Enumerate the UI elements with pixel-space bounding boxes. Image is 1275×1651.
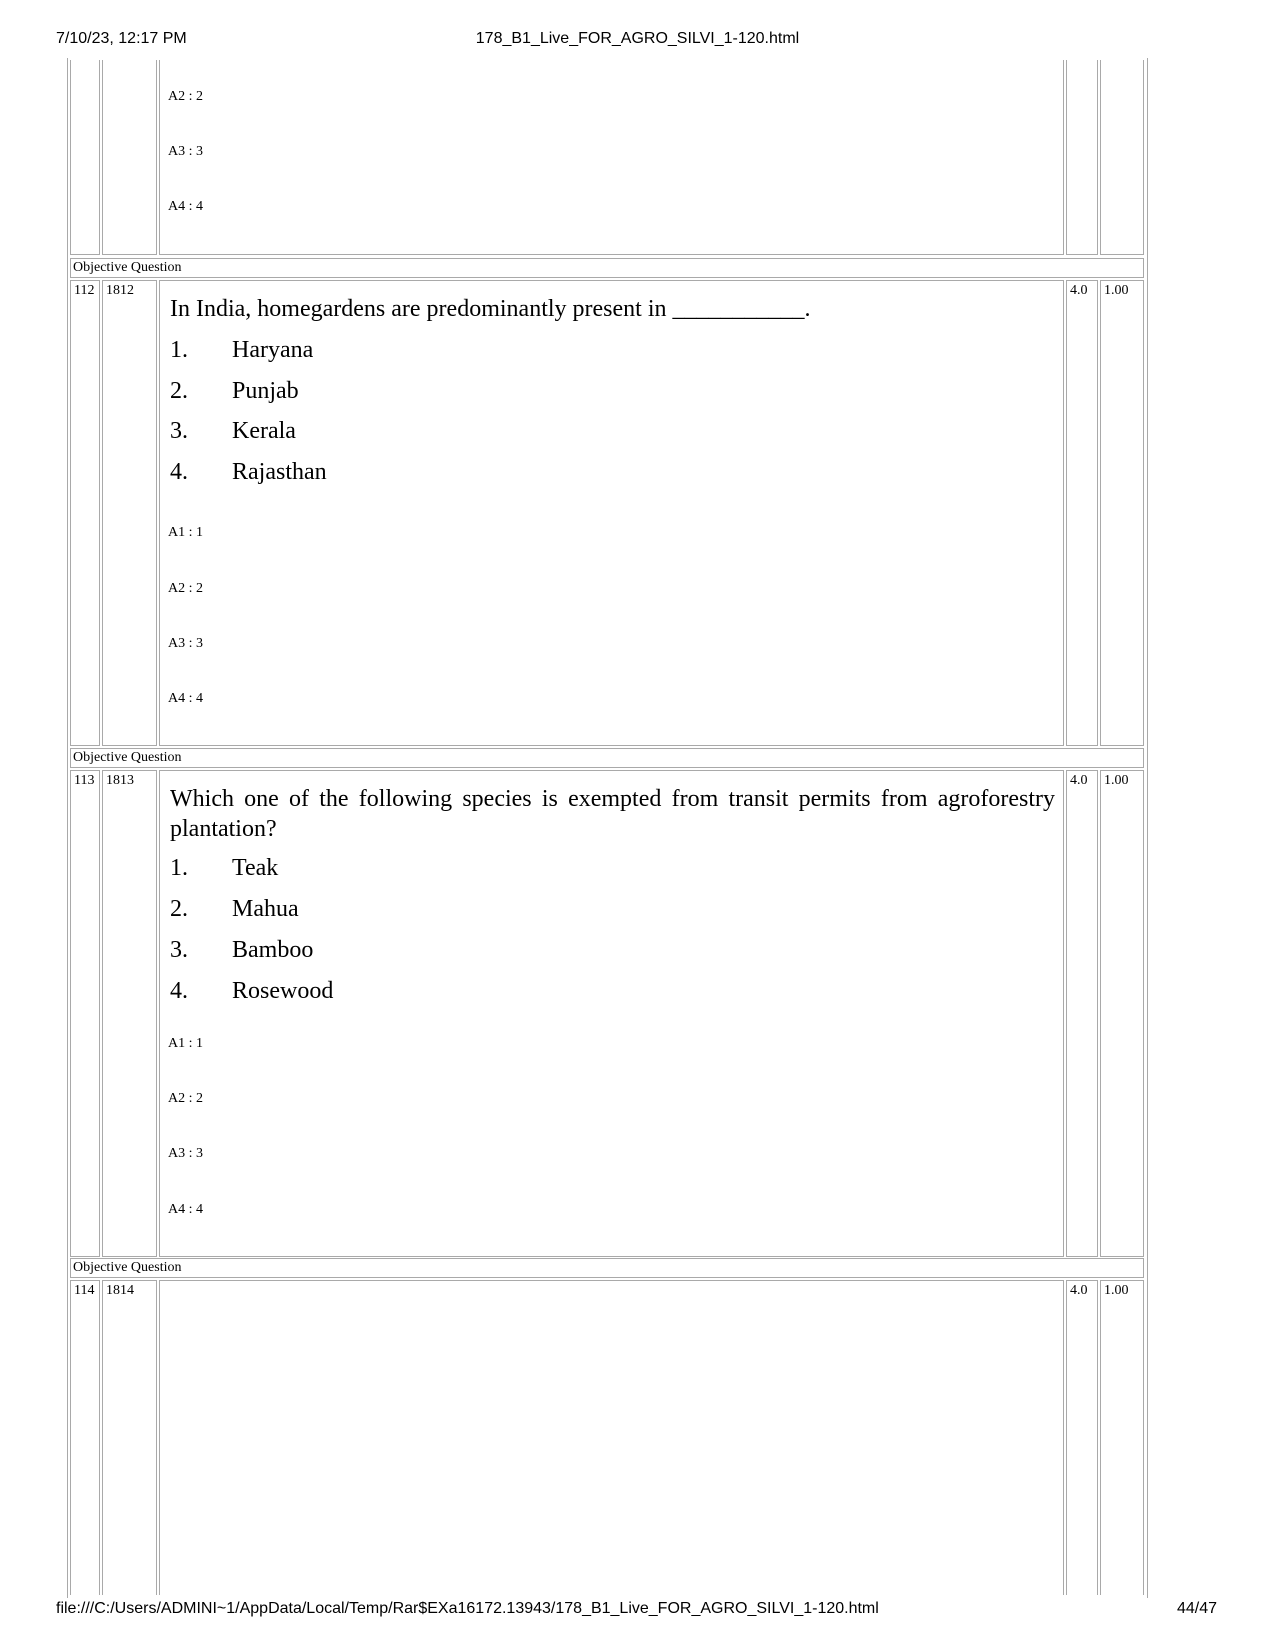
print-title: 178_B1_Live_FOR_AGRO_SILVI_1-120.html bbox=[475, 30, 800, 47]
print-file-path: file:///C:/Users/ADMINI~1/AppData/Local/Temp/Rar$EXa16172.13943/178_B1_Live_FOR_AGRO_SILVI_1-120.html bbox=[56, 1600, 879, 1617]
question-marks: 4.0 bbox=[1066, 280, 1098, 746]
option-text: Haryana bbox=[232, 337, 314, 363]
answer-option: A3 : 3 bbox=[168, 636, 203, 651]
question-body bbox=[159, 770, 1064, 1257]
prev-qid-cell bbox=[102, 60, 157, 255]
question-type-label: Objective Question bbox=[70, 748, 1144, 768]
question-option bbox=[170, 935, 313, 965]
question-marks: 4.0 bbox=[1066, 1280, 1098, 1595]
answer-option: A4 : 4 bbox=[168, 199, 203, 214]
option-text: Punjab bbox=[232, 378, 299, 404]
print-datetime: 7/10/23, 12:17 PM bbox=[56, 30, 187, 47]
option-text: Bamboo bbox=[232, 937, 314, 963]
option-text: Mahua bbox=[232, 896, 299, 922]
question-serial: 114 bbox=[70, 1280, 100, 1595]
answer-option: A1 : 1 bbox=[168, 1036, 203, 1051]
prev-neg-cell bbox=[1100, 60, 1144, 255]
option-number: 1. bbox=[170, 855, 188, 881]
answer-option: A4 : 4 bbox=[168, 691, 203, 706]
option-number: 1. bbox=[170, 337, 188, 363]
answer-option: A2 : 2 bbox=[168, 581, 203, 596]
question-text: Which one of the following species is exempted from transit permits from agroforestry plantation? bbox=[170, 786, 1055, 842]
page-number: 44/47 bbox=[1176, 1600, 1217, 1617]
question-text: In India, homegardens are predominantly present in ___________. bbox=[170, 296, 811, 322]
question-marks: 4.0 bbox=[1066, 770, 1098, 1257]
question-option bbox=[170, 976, 333, 1006]
question-body bbox=[159, 280, 1064, 746]
question-id: 1813 bbox=[102, 770, 157, 1257]
option-text: Teak bbox=[232, 855, 279, 881]
answer-option: A4 : 4 bbox=[168, 1202, 203, 1217]
question-option bbox=[170, 853, 278, 883]
question-table bbox=[70, 60, 1206, 1595]
question-id: 1812 bbox=[102, 280, 157, 746]
option-text: Rajasthan bbox=[232, 459, 327, 485]
answer-option: A3 : 3 bbox=[168, 1146, 203, 1161]
answer-option: A3 : 3 bbox=[168, 144, 203, 159]
prev-sno-cell bbox=[70, 60, 100, 255]
question-option bbox=[170, 376, 299, 406]
question-type-label: Objective Question bbox=[70, 1258, 1144, 1278]
answer-option: A1 : 1 bbox=[168, 525, 203, 540]
question-serial: 112 bbox=[70, 280, 100, 746]
option-number: 4. bbox=[170, 459, 188, 485]
question-option bbox=[170, 416, 296, 446]
question-negative-marks: 1.00 bbox=[1100, 770, 1144, 1257]
option-number: 4. bbox=[170, 978, 188, 1004]
question-type-label: Objective Question bbox=[70, 258, 1144, 278]
table-outer-border-left bbox=[67, 58, 68, 1598]
option-text: Rosewood bbox=[232, 978, 334, 1004]
option-text: Kerala bbox=[232, 418, 296, 444]
question-option bbox=[170, 457, 327, 487]
table-outer-border-right bbox=[1147, 58, 1148, 1598]
question-option bbox=[170, 335, 313, 365]
question-negative-marks: 1.00 bbox=[1100, 1280, 1144, 1595]
answer-option: A2 : 2 bbox=[168, 1091, 203, 1106]
question-id: 1814 bbox=[102, 1280, 157, 1595]
question-option bbox=[170, 894, 299, 924]
option-number: 3. bbox=[170, 937, 188, 963]
question-serial: 113 bbox=[70, 770, 100, 1257]
question-negative-marks: 1.00 bbox=[1100, 280, 1144, 746]
prev-marks-cell bbox=[1066, 60, 1098, 255]
prev-body-cell bbox=[159, 60, 1064, 255]
option-number: 2. bbox=[170, 378, 188, 404]
answer-option: A2 : 2 bbox=[168, 89, 203, 104]
option-number: 3. bbox=[170, 418, 188, 444]
question-body bbox=[159, 1280, 1064, 1595]
option-number: 2. bbox=[170, 896, 188, 922]
